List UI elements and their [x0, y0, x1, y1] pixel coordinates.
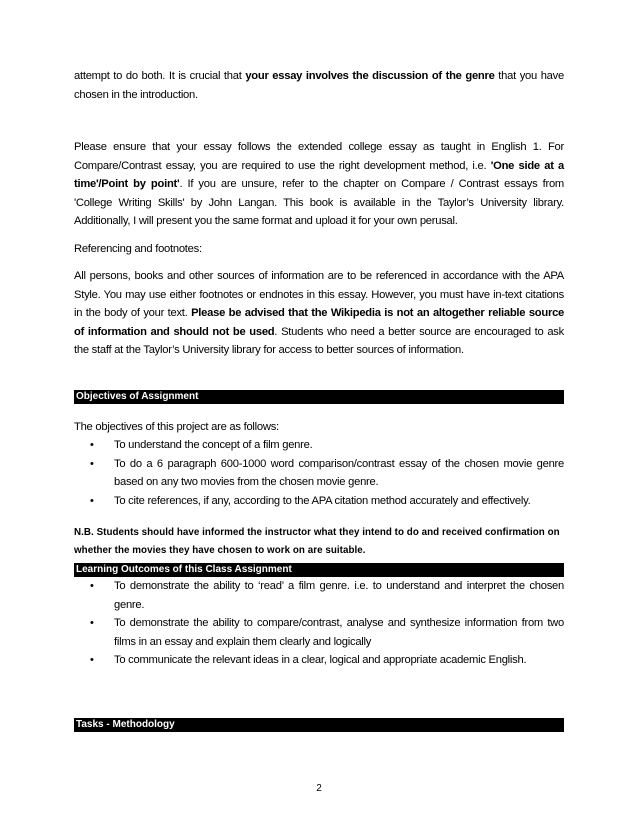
method-text-end: . If you are unsure, refer to the chapter on Compare / Contrast essays from 'College Writing Skills' by John Langan. This book is available in the Taylor’s University library. Additionally, I will present you the same format and upload it for your own perusal. [74, 178, 564, 227]
bullet-icon: • [90, 617, 94, 629]
intro-text: attempt to do both. It is crucial that [74, 70, 246, 82]
method-paragraph [74, 138, 564, 231]
nb-note: N.B. Students should have informed the instructor what they intend to do and received confirmation on whether the movies they have chosen to work on are suitable. [74, 527, 560, 556]
bullet-icon: • [90, 654, 94, 666]
list-item [74, 455, 564, 492]
intro-text-end: that you have chosen in the introduction. [74, 70, 564, 101]
list-item [74, 651, 564, 670]
intro-paragraph [74, 67, 564, 104]
referencing-emphasis: Please be advised that the Wikipedia is not an altogether reliable source of information and should not be used [74, 307, 565, 338]
bullet-icon: • [90, 494, 94, 507]
objectives-heading: Objectives of Assignment [74, 390, 564, 404]
referencing-paragraph [74, 267, 564, 360]
list-item-text: To communicate the relevant ideas in a clear, logical and appropriate academic English. [114, 654, 527, 666]
bullet-icon: • [90, 439, 94, 451]
bullet-icon: • [90, 457, 94, 470]
method-text: Please ensure that your essay follows the extended college essay as taught in English 1. For Compare/Contrast essay, you are required to use the right development method, i.e. [74, 141, 564, 172]
tasks-heading: Tasks - Methodology [74, 718, 564, 732]
referencing-heading: Referencing and footnotes: [74, 242, 202, 255]
objectives-list [74, 436, 564, 510]
list-item-text: To understand the concept of a film genre. [114, 439, 313, 451]
list-item [74, 577, 564, 614]
page-content [74, 67, 564, 732]
list-item [74, 492, 564, 511]
referencing-text: All persons, books and other sources of information are to be referenced in accordance with the APA Style. You may use either footnotes or endnotes in this essay. However, you must have in-text citations in the body of your text. [74, 270, 564, 319]
learning-outcomes-list [74, 577, 564, 670]
referencing-text-end: . Students who need a better source are encouraged to ask the staff at the Taylor’s University library for access to better sources of information. [74, 325, 564, 356]
bullet-icon: • [90, 580, 94, 592]
list-item-text: To demonstrate the ability to compare/contrast, analyse and synthesize information from two films in an essay and explain them clearly and logically [114, 617, 564, 648]
intro-emphasis: your essay involves the discussion of the genre [245, 70, 495, 82]
list-item-text: To demonstrate the ability to ‘read’ a film genre. i.e. to understand and interpret the chosen genre. [114, 580, 564, 611]
learning-outcomes-heading: Learning Outcomes of this Class Assignment [74, 563, 564, 577]
method-emphasis: 'One side at a time'/Point by point' [74, 159, 564, 190]
objectives-intro: The objectives of this project are as follows: [74, 420, 279, 433]
list-item [74, 436, 564, 455]
page-number: 2 [316, 783, 322, 794]
list-item-text: To do a 6 paragraph 600-1000 word comparison/contrast essay of the chosen movie genre based on any two movies from the chosen movie genre. [114, 457, 564, 488]
list-item [74, 614, 564, 651]
list-item-text: To cite references, if any, according to the APA citation method accurately and effectively. [114, 494, 531, 507]
